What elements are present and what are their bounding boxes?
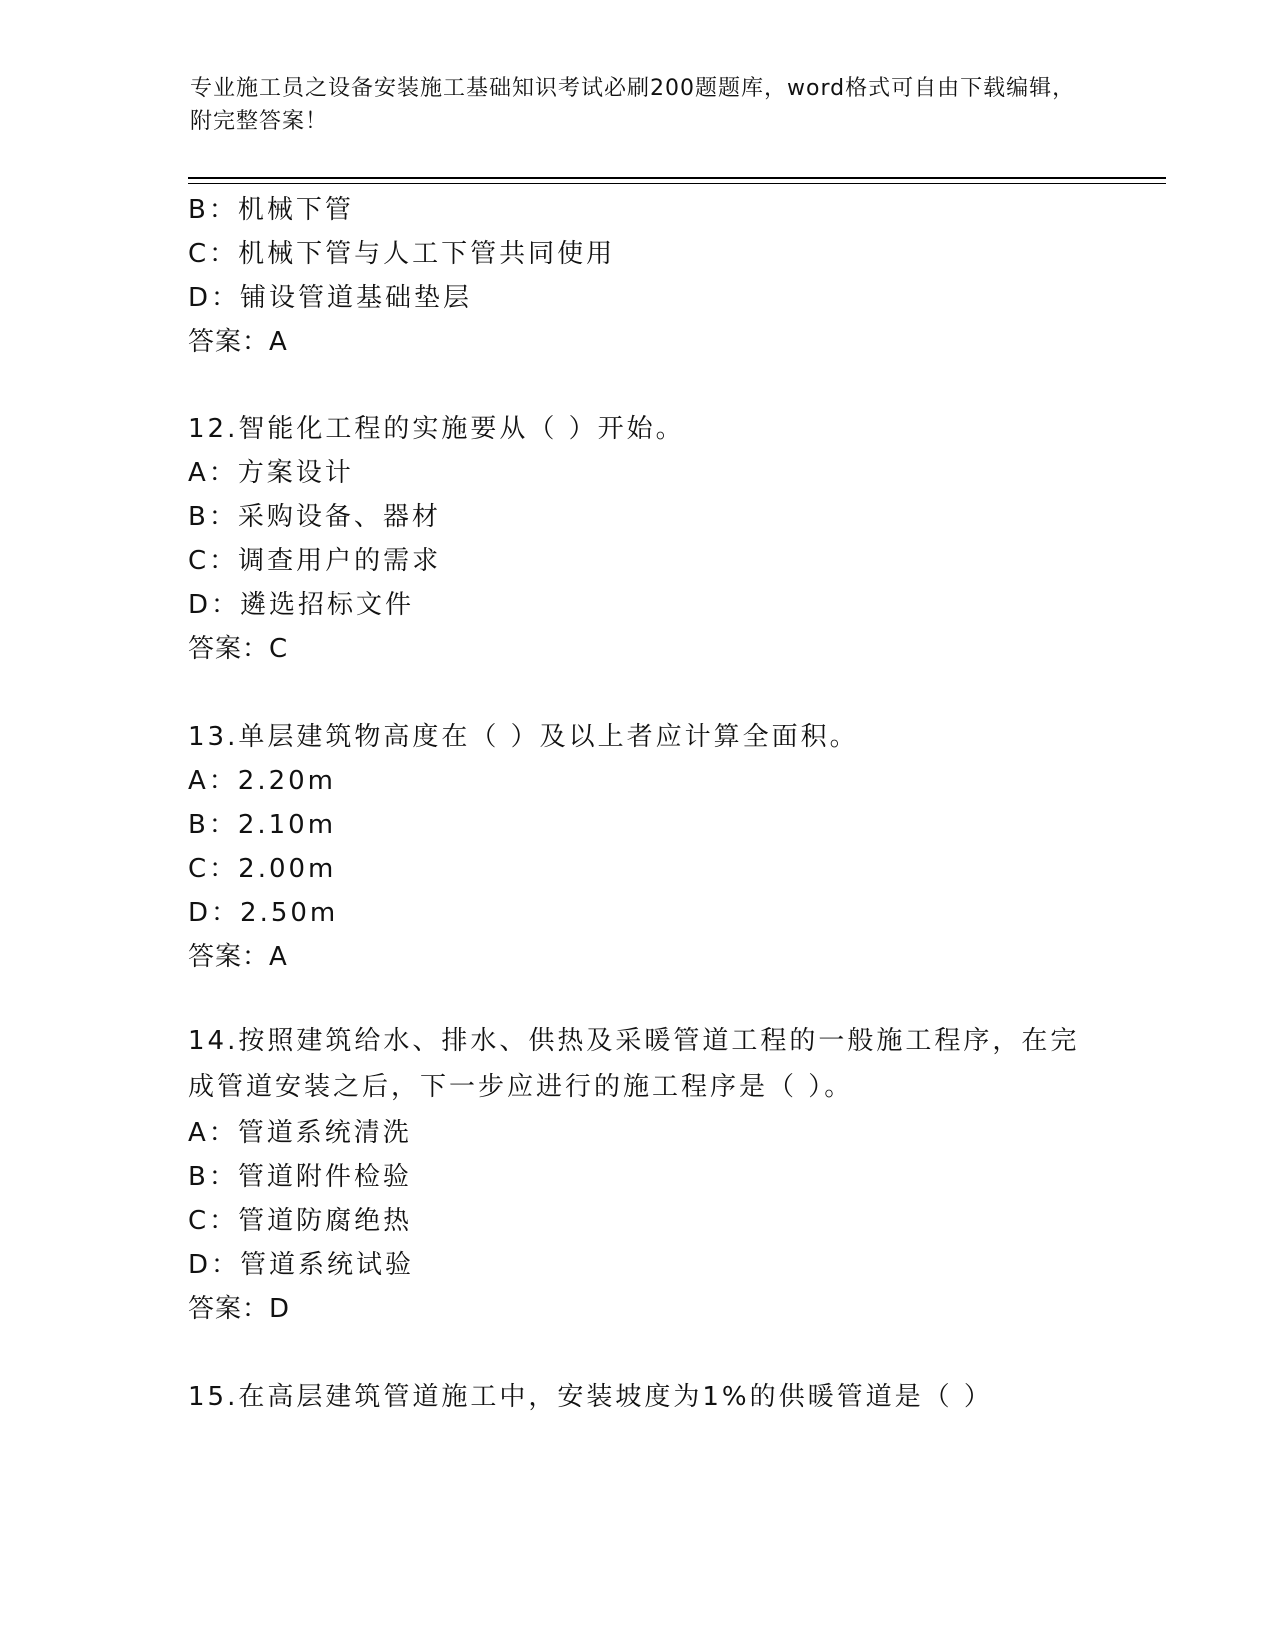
q12-stem: 12.智能化工程的实施要从（ ）开始。 [188, 414, 685, 444]
q11-option-b: B：机械下管 [188, 195, 354, 225]
header-rule-thick [188, 177, 1166, 179]
q13-answer: 答案：A [188, 942, 288, 972]
q14-option-b: B：管道附件检验 [188, 1162, 412, 1192]
q13-stem: 13.单层建筑物高度在（ ）及以上者应计算全面积。 [188, 722, 859, 752]
q12-option-c: C：调查用户的需求 [188, 546, 442, 576]
q13-option-c: C：2.00m [188, 854, 337, 884]
q11-answer: 答案：A [188, 327, 288, 357]
q12-option-d: D：遴选招标文件 [188, 590, 415, 620]
q13-option-a: A：2.20m [188, 766, 337, 796]
q13-option-b: B：2.10m [188, 810, 337, 840]
q14-stem: 14.按照建筑给水、排水、供热及采暖管道工程的一般施工程序，在完成管道安装之后，下一步应进行的施工程序是（ ）。 [188, 1026, 1080, 1102]
q14-option-d: D：管道系统试验 [188, 1250, 415, 1280]
q14-option-c: C：管道防腐绝热 [188, 1206, 413, 1236]
q14-option-a: A：管道系统清洗 [188, 1118, 412, 1148]
q12-option-a: A：方案设计 [188, 458, 354, 488]
q12-answer: 答案：C [188, 634, 289, 664]
document-header: 专业施工员之设备安装施工基础知识考试必刷200题题库，word格式可自由下载编辑，附完整答案！ [190, 76, 1076, 134]
q11-option-c: C：机械下管与人工下管共同使用 [188, 239, 616, 269]
q11-option-d: D：铺设管道基础垫层 [188, 283, 473, 313]
q13-option-d: D：2.50m [188, 898, 339, 928]
header-rule-thin [188, 183, 1166, 184]
q12-option-b: B：采购设备、器材 [188, 502, 441, 532]
q14-answer: 答案：D [188, 1294, 291, 1324]
q15-stem: 15.在高层建筑管道施工中，安装坡度为1%的供暖管道是（ ） [188, 1382, 993, 1412]
